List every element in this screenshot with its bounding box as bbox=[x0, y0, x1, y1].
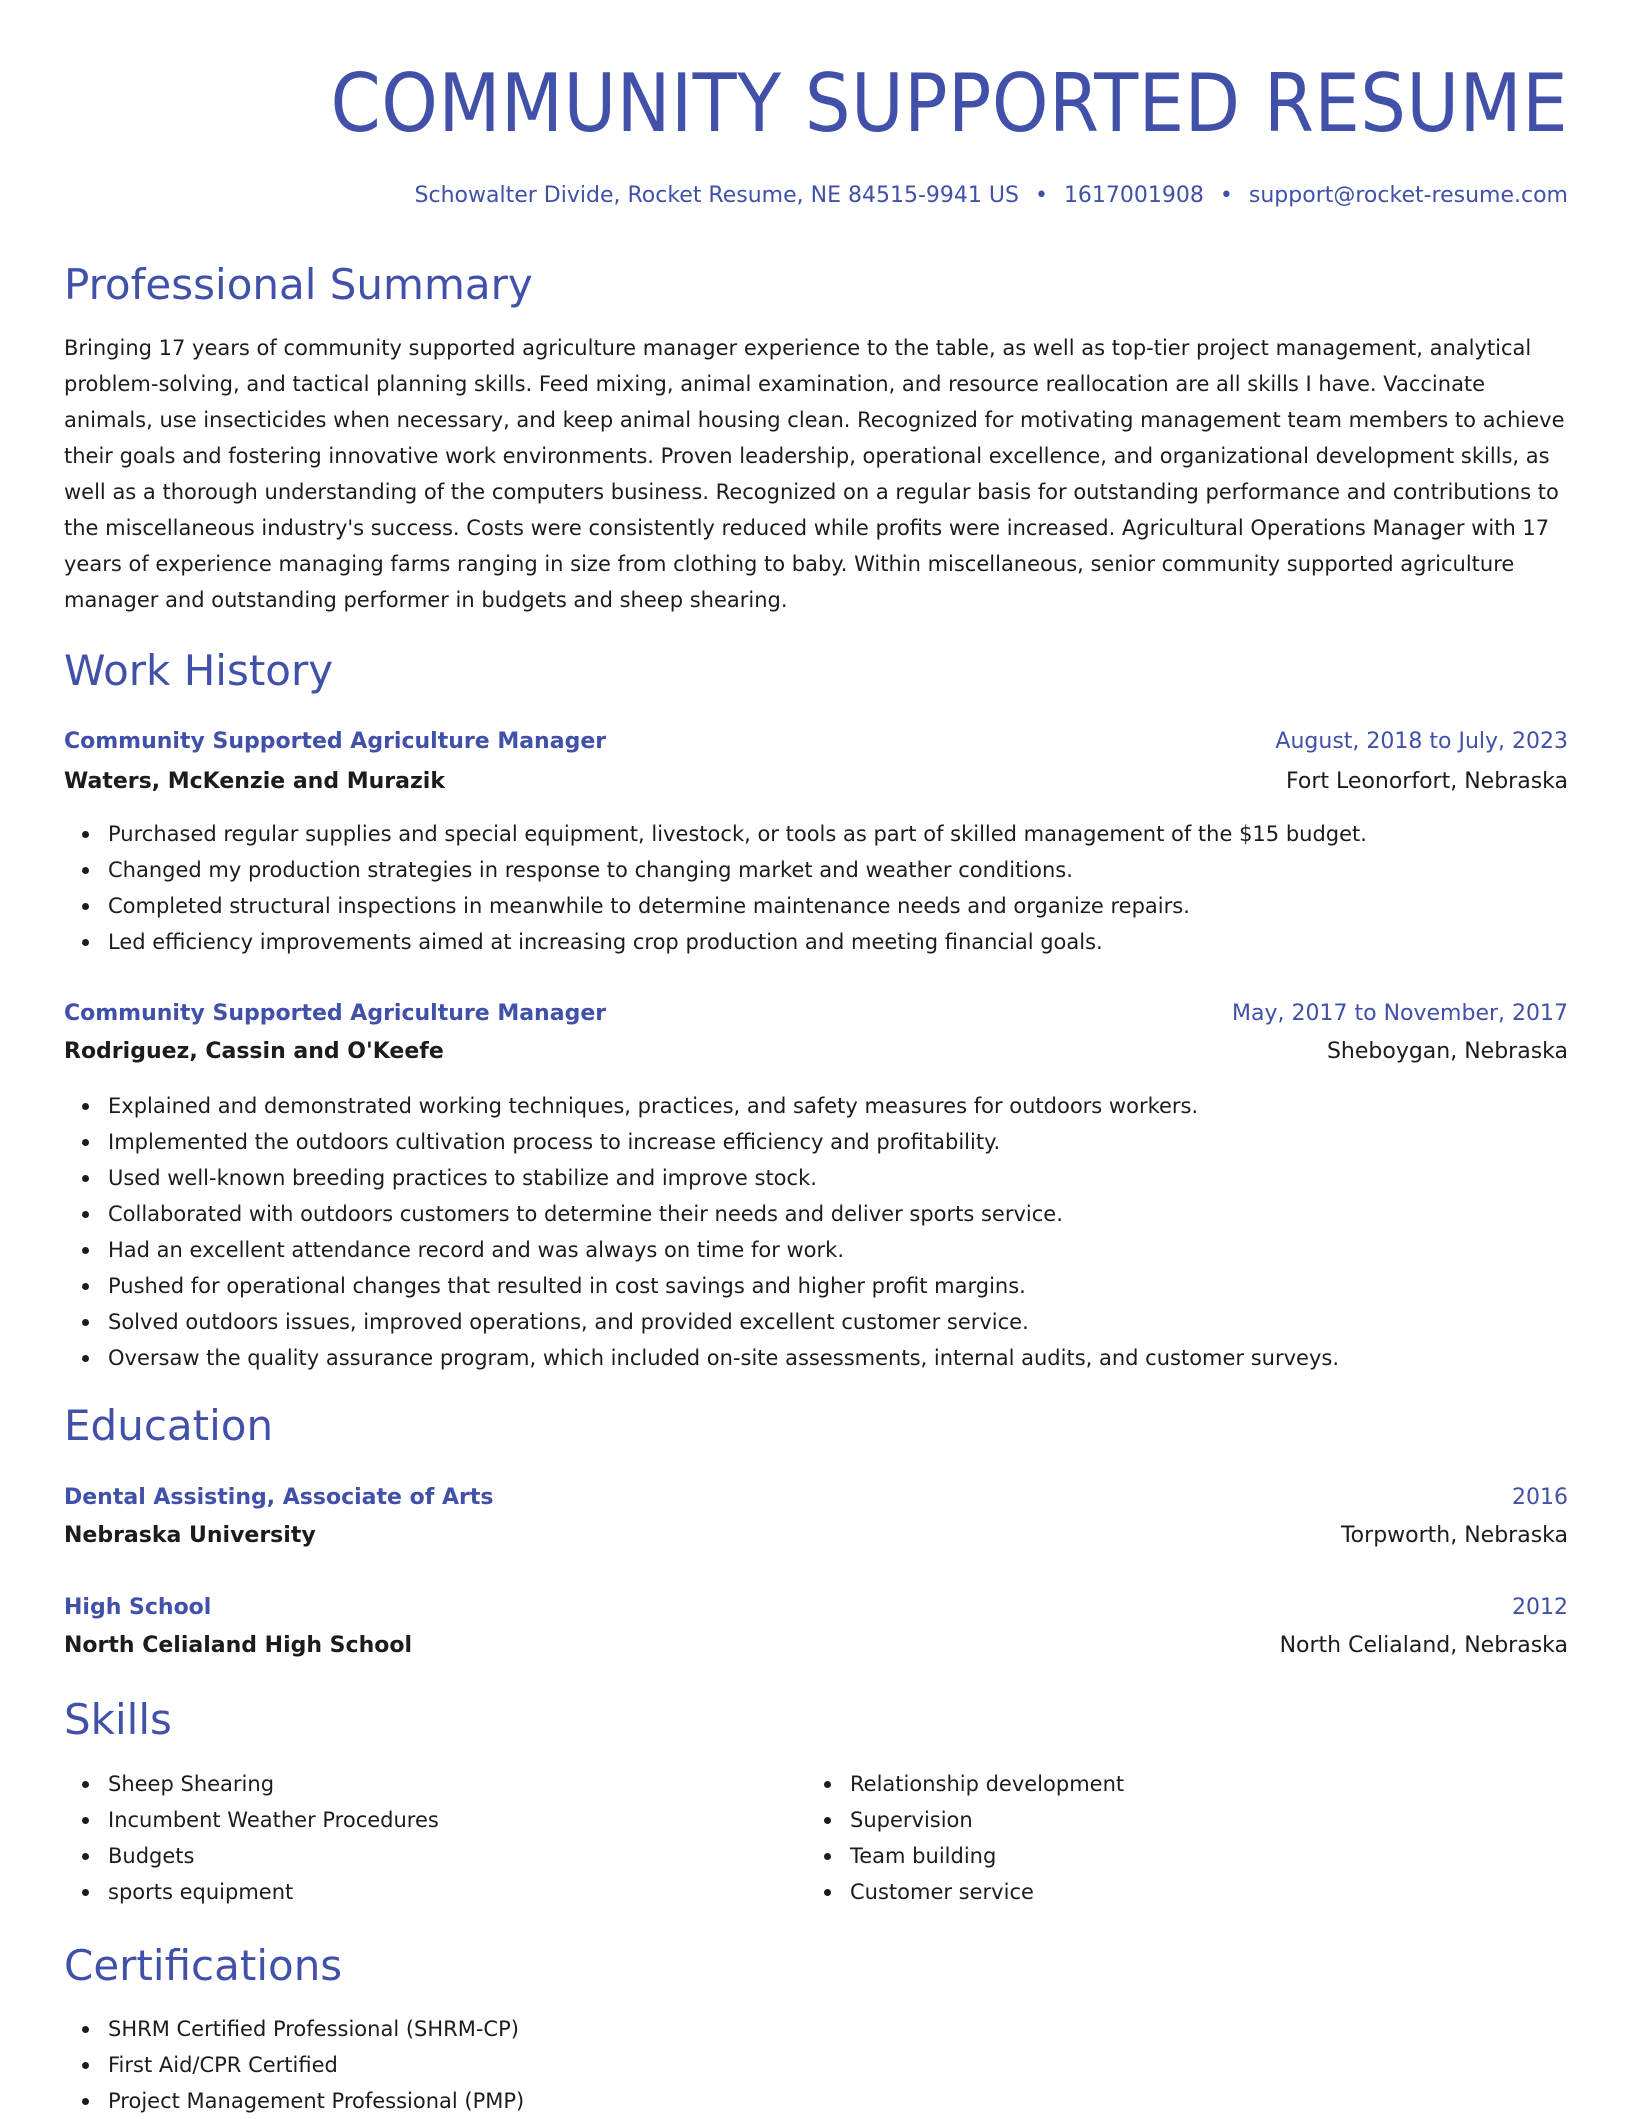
summary-text: Bringing 17 years of community supported agriculture manager experience to the table, as well as top-tier project management, analytical problem-solving, and tactical planning skills. Feed mixing, animal examination, and resource reallocation are all skills I have. Vaccinate animals, use insecticides when necessary, and keep animal housing clean. Recognized for motivating management team members to achieve their goals and fostering innovative work environments. Proven leadership, operational excellence, and organizational development skills, as well as a thorough understanding of the computers business. Recognized on a regular basis for outstanding performance and contributions to the miscellaneous industry's success. Costs were consistently reduced while profits were increased. Agricultural Operations Manager with 17 years of experience managing farms ranging in size from clothing to baby. Within miscellaneous, senior community supported agriculture manager and outstanding performer in budgets and sheep shearing. bbox=[64, 336, 1565, 612]
job-employer-row bbox=[64, 1032, 1568, 1070]
certifications-heading: Certifications bbox=[64, 1941, 343, 1990]
job-bullet: Had an excellent attendance record and was always on time for work. bbox=[108, 1232, 1339, 1268]
skill-item: Incumbent Weather Procedures bbox=[108, 1802, 439, 1838]
job-location: Fort Leonorfort, Nebraska bbox=[1286, 768, 1568, 794]
job-company: Waters, McKenzie and Murazik bbox=[64, 768, 445, 794]
contact-separator: • bbox=[1219, 183, 1233, 208]
skill-item: Budgets bbox=[108, 1838, 439, 1874]
skills-list-left bbox=[64, 1766, 439, 1910]
job-header-row bbox=[64, 994, 1568, 1032]
education-degree: High School bbox=[64, 1594, 212, 1620]
job-bullet: Oversaw the quality assurance program, which included on-site assessments, internal audits, and customer surveys. bbox=[108, 1340, 1339, 1376]
job-bullet: Led efficiency improvements aimed at increasing crop production and meeting financial goals. bbox=[108, 924, 1367, 960]
education-year: 2016 bbox=[1512, 1484, 1568, 1510]
job-bullet: Changed my production strategies in response to changing market and weather conditions. bbox=[108, 852, 1367, 888]
skill-item: sports equipment bbox=[108, 1874, 439, 1910]
job-bullet: Implemented the outdoors cultivation process to increase efficiency and profitability. bbox=[108, 1124, 1339, 1160]
certification-item: SHRM Certified Professional (SHRM-CP) bbox=[108, 2011, 524, 2047]
summary-heading: Professional Summary bbox=[64, 260, 533, 309]
job-bullet: Pushed for operational changes that resulted in cost savings and higher profit margins. bbox=[108, 1268, 1339, 1304]
job-title: Community Supported Agriculture Manager bbox=[64, 1000, 607, 1026]
certifications-list bbox=[64, 2011, 524, 2119]
job-location: Sheboygan, Nebraska bbox=[1326, 1038, 1568, 1064]
contact-email[interactable]: support@rocket-resume.com bbox=[1248, 183, 1568, 208]
job-bullet: Purchased regular supplies and special equipment, livestock, or tools as part of skilled management of the $15 budget. bbox=[108, 816, 1367, 852]
certification-item: First Aid/CPR Certified bbox=[108, 2047, 524, 2083]
education-year: 2012 bbox=[1512, 1594, 1568, 1620]
skill-item: Team building bbox=[850, 1838, 1124, 1874]
job-bullets bbox=[64, 1088, 1339, 1376]
education-header-row bbox=[64, 1588, 1568, 1626]
contact-line bbox=[415, 180, 1568, 212]
education-school-row bbox=[64, 1626, 1568, 1664]
education-degree: Dental Assisting, Associate of Arts bbox=[64, 1484, 494, 1510]
contact-separator: • bbox=[1034, 183, 1048, 208]
resume-name: COMMUNITY SUPPORTED RESUME bbox=[330, 57, 1568, 150]
job-dates: May, 2017 to November, 2017 bbox=[1232, 1000, 1568, 1026]
education-location: Torpworth, Nebraska bbox=[1340, 1522, 1568, 1548]
job-dates: August, 2018 to July, 2023 bbox=[1275, 728, 1568, 754]
work-history-heading: Work History bbox=[64, 646, 334, 695]
job-bullet: Solved outdoors issues, improved operations, and provided excellent customer service. bbox=[108, 1304, 1339, 1340]
skill-item: Customer service bbox=[850, 1874, 1124, 1910]
certification-item: Project Management Professional (PMP) bbox=[108, 2083, 524, 2119]
skills-heading: Skills bbox=[64, 1695, 172, 1744]
education-header-row bbox=[64, 1478, 1568, 1516]
education-location: North Celialand, Nebraska bbox=[1279, 1632, 1568, 1658]
job-header-row bbox=[64, 722, 1568, 760]
job-title: Community Supported Agriculture Manager bbox=[64, 728, 607, 754]
contact-address: Schowalter Divide, Rocket Resume, NE 84515-9941 US bbox=[414, 183, 1019, 208]
skill-item: Relationship development bbox=[850, 1766, 1124, 1802]
education-school: North Celialand High School bbox=[64, 1632, 413, 1658]
skills-list-right bbox=[806, 1766, 1124, 1910]
job-bullet: Collaborated with outdoors customers to determine their needs and deliver sports service. bbox=[108, 1196, 1339, 1232]
job-employer-row bbox=[64, 762, 1568, 800]
education-school: Nebraska University bbox=[64, 1522, 316, 1548]
job-bullet: Explained and demonstrated working techniques, practices, and safety measures for outdoors workers. bbox=[108, 1088, 1339, 1124]
contact-phone[interactable]: 1617001908 bbox=[1063, 183, 1204, 208]
education-school-row bbox=[64, 1516, 1568, 1554]
job-bullets bbox=[64, 816, 1367, 960]
job-bullet: Completed structural inspections in meanwhile to determine maintenance needs and organize repairs. bbox=[108, 888, 1367, 924]
skill-item: Sheep Shearing bbox=[108, 1766, 439, 1802]
skill-item: Supervision bbox=[850, 1802, 1124, 1838]
job-bullet: Used well-known breeding practices to stabilize and improve stock. bbox=[108, 1160, 1339, 1196]
education-heading: Education bbox=[64, 1401, 274, 1450]
job-company: Rodriguez, Cassin and O'Keefe bbox=[64, 1038, 444, 1064]
